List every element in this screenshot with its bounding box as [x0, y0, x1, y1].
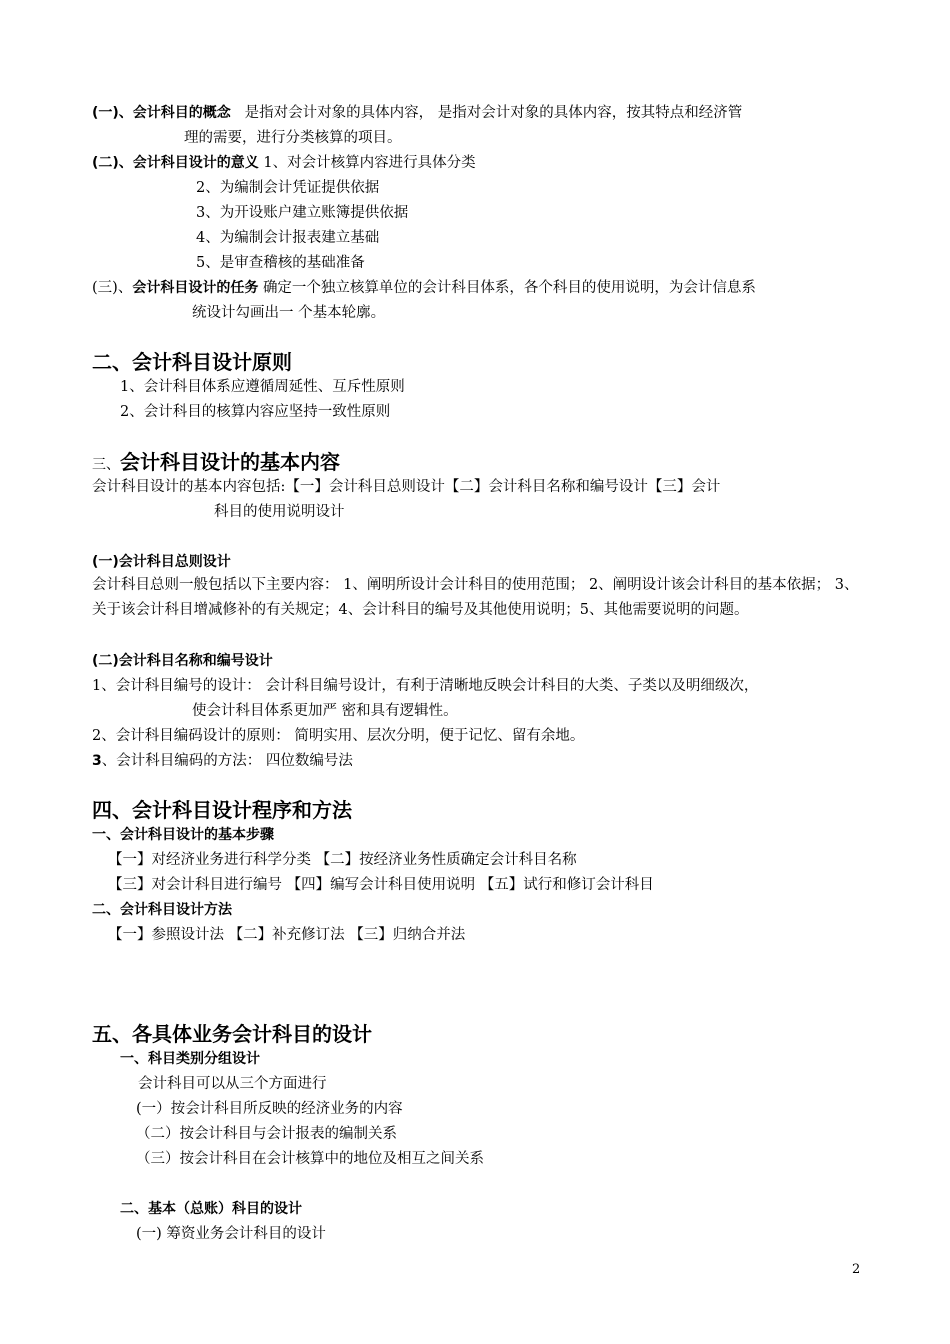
- section3-prefix: 三、: [92, 457, 120, 473]
- grouping-item-1: (一）按会计科目所反映的经济业务的内容: [136, 1101, 403, 1117]
- code-principle-item: 2、会计科目编码设计的原则： 简明实用、层次分明，便于记忆、留有余地。: [92, 728, 585, 744]
- task-text: 确定一个独立核算单位的会计科目体系，各个科目的使用说明，为会计信息系: [262, 280, 756, 296]
- methods-title: 二、会计科目设计方法: [92, 902, 232, 918]
- meaning-label: (二)、会计科目设计的意义: [92, 155, 259, 171]
- meaning-item-4: 4、为编制会计报表建立基础: [196, 230, 380, 246]
- section3-title: 会计科目设计的基本内容: [120, 450, 340, 474]
- section3-heading: [92, 449, 340, 478]
- code-design-item-cont: 使会计科目体系更加严 密和具有逻辑性。: [192, 703, 458, 719]
- task-label: 会计科目设计的任务: [132, 280, 259, 296]
- ledger-title: 二、基本（总账）科目的设计: [120, 1201, 302, 1217]
- task-text-cont: 统设计勾画出一 个基本轮廓。: [192, 305, 386, 321]
- code-method-item: [92, 751, 353, 771]
- concept-text: 是指对会计对象的具体内容， 是指对会计对象的具体内容，按其特点和经济管: [244, 105, 743, 121]
- grouping-title: 一、科目类别分组设计: [120, 1051, 260, 1067]
- task-prefix: (三)、: [92, 280, 133, 296]
- page-number: 2: [852, 1262, 861, 1277]
- meaning-item-2: 2、为编制会计凭证提供依据: [196, 180, 380, 196]
- steps-line-1: 【一】对经济业务进行科学分类 【二】按经济业务性质确定会计科目名称: [108, 852, 577, 868]
- section5-heading: 五、各具体业务会计科目的设计: [92, 1022, 372, 1046]
- section2-heading: 二、会计科目设计原则: [92, 350, 292, 374]
- content-intro: 会计科目设计的基本内容包括:【一】会计科目总则设计【二】会计科目名称和编号设计【三】会计: [92, 479, 721, 495]
- code-method-text: 、会计科目编码的方法： 四位数编号法: [101, 753, 353, 769]
- steps-title: 一、会计科目设计的基本步骤: [92, 827, 274, 843]
- meaning-item-5: 5、是审查稽核的基础准备: [196, 255, 365, 271]
- grouping-item-2: （二）按会计科目与会计报表的编制关系: [136, 1126, 397, 1142]
- general-rules-title: (一)会计科目总则设计: [92, 554, 231, 570]
- content-intro-cont: 科目的使用说明设计: [214, 504, 345, 520]
- name-code-title: (二)会计科目名称和编号设计: [92, 653, 273, 669]
- concept-text-cont: 理的需要，进行分类核算的项目。: [184, 130, 402, 146]
- ledger-item-1: (一) 筹资业务会计科目的设计: [136, 1226, 326, 1242]
- methods-line: 【一】参照设计法 【二】补充修订法 【三】归纳合并法: [108, 927, 466, 943]
- steps-line-2: 【三】对会计科目进行编号 【四】编写会计科目使用说明 【五】试行和修订会计科目: [108, 877, 654, 893]
- task-line: [92, 278, 756, 298]
- meaning-item-1: 1、对会计核算内容进行具体分类: [263, 155, 476, 171]
- grouping-item-3: （三）按会计科目在会计核算中的地位及相互之间关系: [136, 1151, 484, 1167]
- section4-heading: 四、会计科目设计程序和方法: [92, 798, 352, 822]
- code-design-item: 1、会计科目编号的设计： 会计科目编号设计，有利于清晰地反映会计科目的大类、子类以及明细级次，: [92, 678, 759, 694]
- general-rules-text: 会计科目总则一般包括以下主要内容： 1、阐明所设计会计科目的使用范围； 2、阐明设计该会计科目的基本依据； 3、关于该会计科目增减修补的有关规定；4、会计科目的编号及其他使用说明；5、其他需要说明的问题。: [92, 577, 859, 618]
- meaning-line: [92, 153, 476, 173]
- principle-1: 1、会计科目体系应遵循周延性、互斥性原则: [120, 379, 405, 395]
- grouping-intro: 会计科目可以从三个方面进行: [138, 1076, 327, 1092]
- concept-line: [92, 103, 742, 123]
- concept-label: (一)、会计科目的概念: [92, 105, 231, 121]
- principle-2: 2、会计科目的核算内容应坚持一致性原则: [120, 404, 391, 420]
- code-method-num: 3: [92, 753, 102, 769]
- meaning-item-3: 3、为开设账户建立账簿提供依据: [196, 205, 409, 221]
